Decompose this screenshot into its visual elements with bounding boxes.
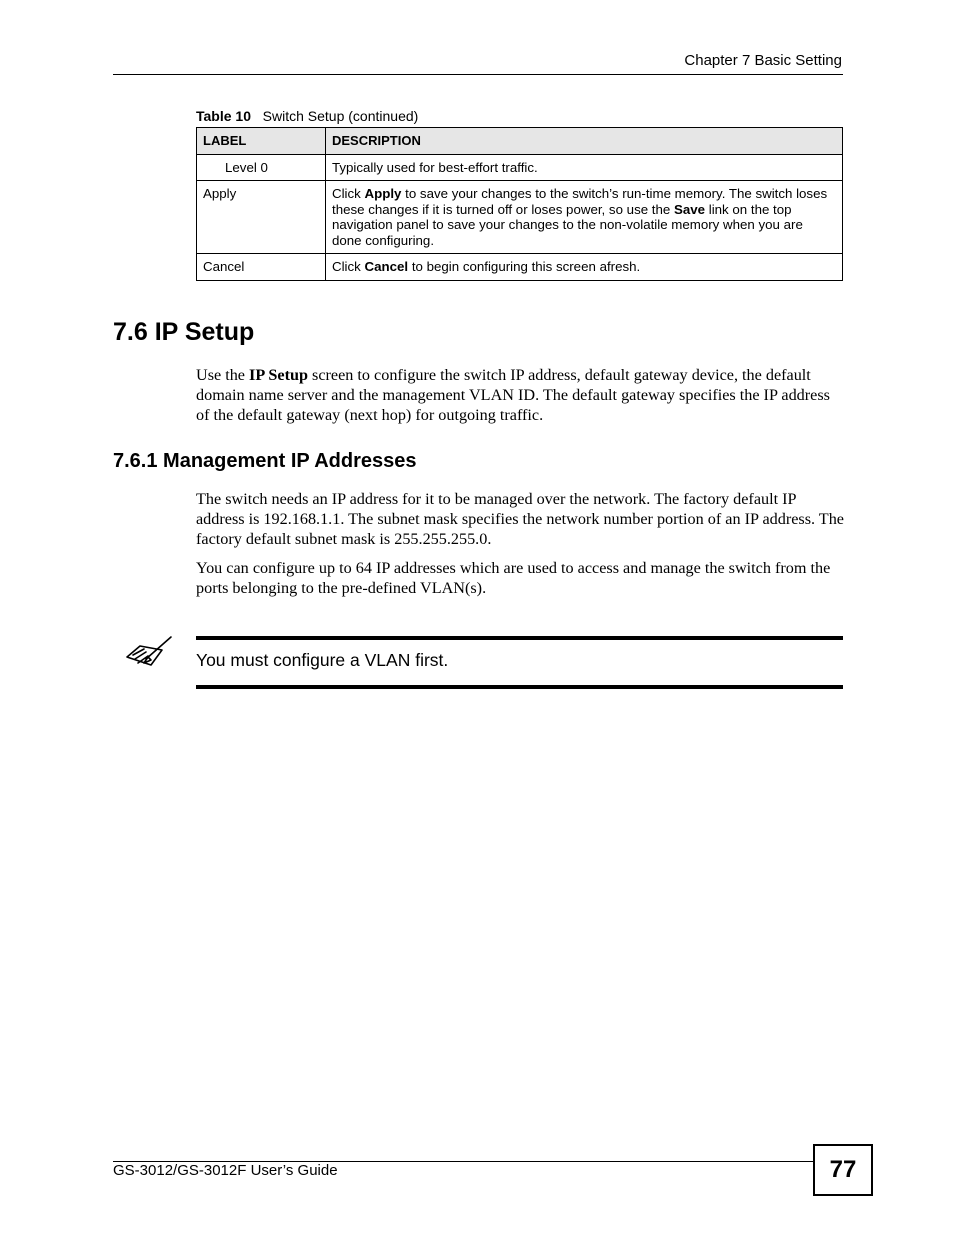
row-label: Cancel (197, 254, 326, 281)
table-caption-label: Table 10 (196, 108, 251, 124)
row-description (326, 181, 843, 254)
row-label: Apply (197, 181, 326, 254)
footer-guide-title: GS-3012/GS-3012F User’s Guide (113, 1162, 338, 1179)
table-caption-text: Switch Setup (continued) (262, 108, 419, 124)
desc-text: link on the top navigation panel to save your changes to the non-volatile memory when you are done configuring. (332, 201, 803, 248)
desc-text: to save your changes to the switch’s run-time memory. The switch loses these changes if it is turned off or loses power, so use the (332, 186, 828, 217)
note-top-rule (196, 636, 843, 640)
desc-text: Click (332, 259, 365, 274)
table-header-row (197, 128, 843, 155)
row-description (326, 254, 843, 281)
note-bottom-rule (196, 685, 843, 689)
table-row (197, 254, 843, 281)
column-header-description: DESCRIPTION (326, 128, 843, 155)
subsection-paragraph-2: You can configure up to 64 IP addresses which are used to access and manage the switch from the ports belonging to the pre-defined VLAN(s). (196, 559, 831, 598)
table-row (197, 181, 843, 254)
running-header: Chapter 7 Basic Setting (684, 52, 842, 69)
page-number: 77 (813, 1144, 873, 1196)
desc-text: to begin configuring this screen afresh. (408, 259, 641, 274)
row-description: Typically used for best-effort traffic. (326, 154, 843, 181)
intro-text: screen to configure the switch IP address, default gateway device, the default domain name server and the management VLAN ID. The default gateway specifies the IP address of the default gateway (next hop) for outgoing traffic. (196, 366, 830, 425)
desc-bold-cancel: Cancel (364, 259, 409, 274)
section-intro-paragraph (196, 365, 846, 426)
header-rule (113, 74, 843, 75)
pen-note-icon (124, 635, 174, 669)
subsection-paragraph-1: The switch needs an IP address for it to be managed over the network. The factory default IP address is 192.168.1.1. The subnet mask specifies the network number portion of an IP address. The factory default subnet mask is 255.255.255.0. (196, 490, 844, 549)
desc-bold-apply: Apply (364, 186, 402, 201)
row-label: Level 0 (197, 154, 326, 181)
desc-text: Click (332, 186, 365, 201)
desc-bold-save: Save (673, 201, 706, 217)
section-heading: 7.6 IP Setup (113, 318, 255, 346)
table-row (197, 154, 843, 181)
table-caption (196, 108, 418, 124)
column-header-label: LABEL (197, 128, 326, 155)
intro-bold: IP Setup (249, 366, 308, 384)
subsection-heading: 7.6.1 Management IP Addresses (113, 450, 417, 472)
intro-text: Use the (196, 366, 250, 384)
switch-setup-table (196, 127, 843, 281)
note-text: You must configure a VLAN first. (196, 650, 449, 670)
